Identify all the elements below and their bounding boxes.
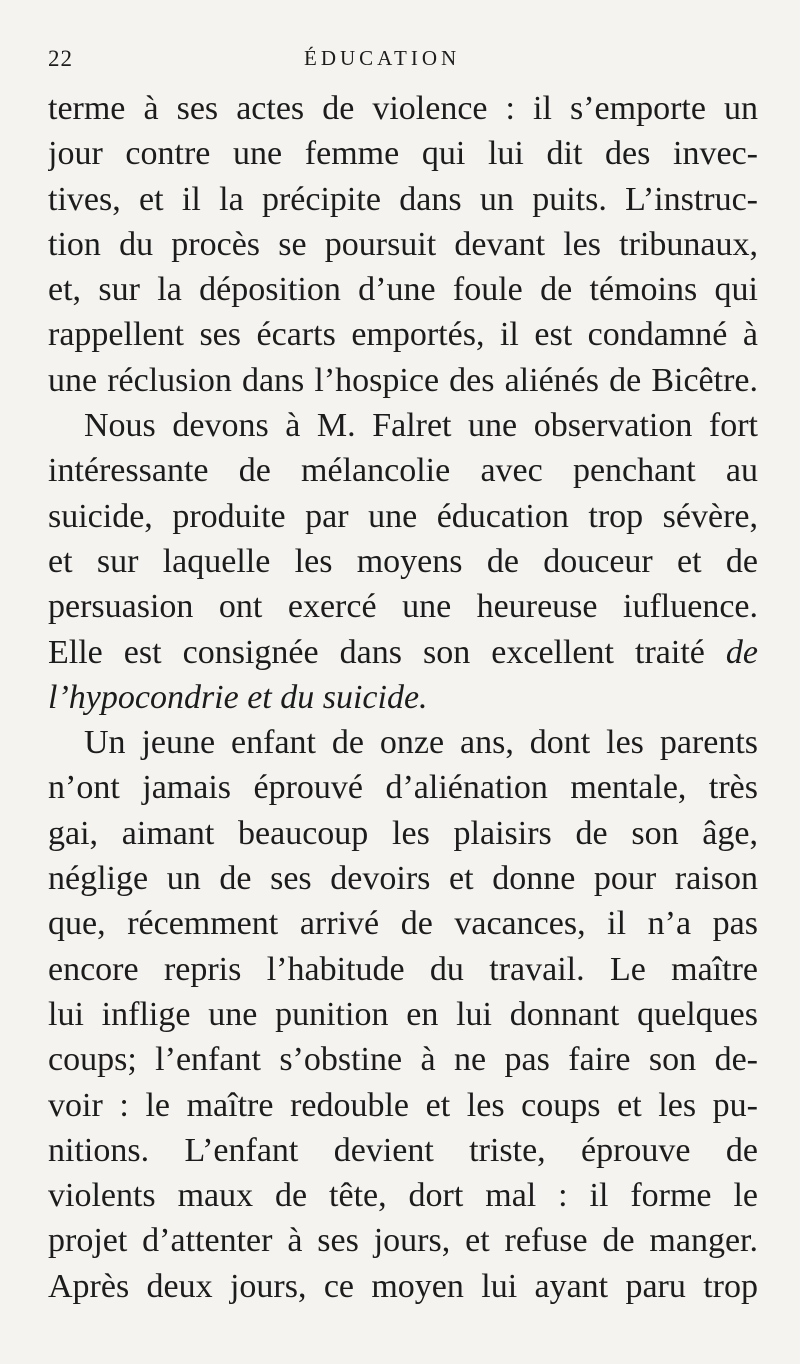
text-line: Nous devons à M. Falret une observation fort [84, 407, 758, 445]
text-line: voir : le maître redouble et les coups et les pu- [48, 1086, 758, 1124]
text-line: intéressante de mélancolie avec penchant au [48, 452, 758, 490]
text-line: n’ont jamais éprouvé d’aliénation mentale, très [48, 769, 758, 807]
text-line: et, sur la déposition d’une foule de témoins qui [48, 271, 758, 309]
text-line: jour contre une femme qui lui dit des invec- [48, 135, 758, 173]
text-line: et sur laquelle les moyens de douceur et de [48, 542, 758, 580]
text-line: une réclusion dans l’hospice des aliénés de Bicêtre. [48, 361, 758, 399]
italic-title-segment: de [725, 633, 758, 671]
running-title: ÉDUCATION [304, 46, 461, 70]
text-segment: Elle est consignée dans son excellent traité [48, 633, 705, 671]
body-text [48, 86, 758, 1309]
text-line: lui inflige une punition en lui donnant quelques [48, 995, 758, 1033]
text-line: Un jeune enfant de onze ans, dont les parents [84, 724, 758, 762]
text-line: néglige un de ses devoirs et donne pour raison [48, 860, 758, 898]
text-line: terme à ses actes de violence : il s’emporte un [48, 90, 758, 127]
text-line: persuasion ont exercé une heureuse iufluence. [48, 588, 758, 626]
text-line: que, récemment arrivé de vacances, il n’a pas [48, 905, 758, 943]
text-line: nitions. L’enfant devient triste, éprouve de [48, 1131, 758, 1169]
text-line: gai, aimant beaucoup les plaisirs de son âge, [48, 814, 758, 852]
text-line-with-italic [48, 630, 758, 675]
text-line: violents maux de tête, dort mal : il forme le [48, 1177, 758, 1215]
text-line: projet d’attenter à ses jours, et refuse de manger. [48, 1222, 758, 1260]
page-number: 22 [48, 46, 73, 71]
text-line: rappellent ses écarts emportés, il est condamné à [48, 316, 758, 354]
text-line: suicide, produite par une éducation trop sévère, [48, 497, 758, 535]
text-line: tives, et il la précipite dans un puits. L’instruc- [48, 180, 758, 218]
italic-title-line: l’hypocondrie et du suicide. [48, 678, 428, 716]
running-head [48, 40, 758, 84]
text-line: Après deux jours, ce moyen lui ayant paru trop [48, 1267, 758, 1305]
text-line: encore repris l’habitude du travail. Le maître [48, 950, 758, 988]
text-line: tion du procès se poursuit devant les tribunaux, [48, 225, 758, 263]
text-line: coups; l’enfant s’obstine à ne pas faire son de- [48, 1041, 758, 1079]
